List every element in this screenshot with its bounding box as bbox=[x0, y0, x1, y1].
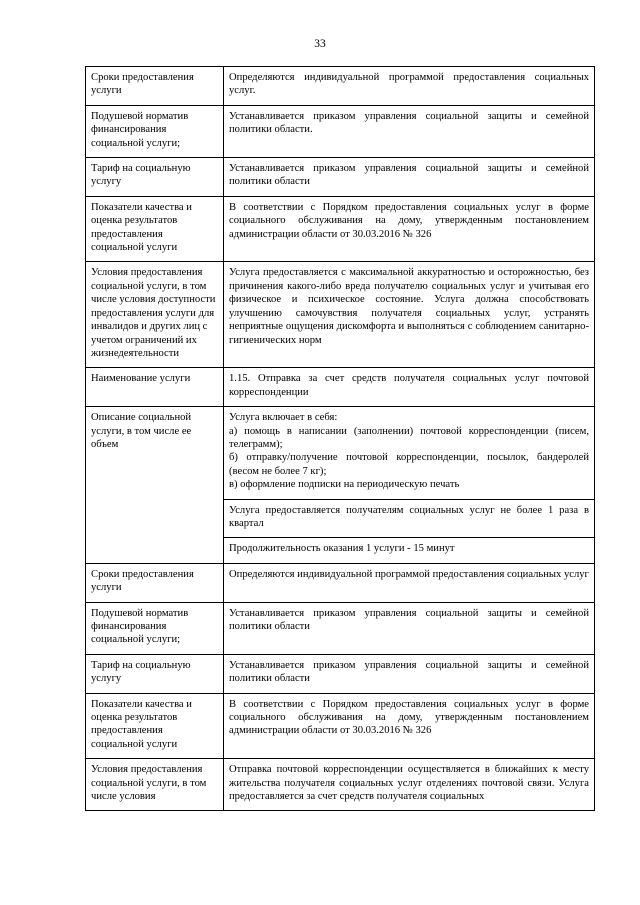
table-row bbox=[86, 196, 595, 262]
row-label: Наименование услуги bbox=[86, 368, 224, 407]
row-label: Тариф на социальную услугу bbox=[86, 654, 224, 693]
row-value: Определяются индивидуальной программой предоставления социальных услуг bbox=[224, 563, 595, 602]
description-label: Описание социальной услуги, в том числе ее объем bbox=[86, 407, 224, 564]
table-row bbox=[86, 105, 595, 157]
table-row bbox=[86, 693, 595, 759]
row-label: Показатели качества и оценка результатов предоставления социальной услуги bbox=[86, 693, 224, 759]
row-label: Показатели качества и оценка результатов предоставления социальной услуги bbox=[86, 196, 224, 262]
row-label: Условия предоставления социальной услуги, в том числе условия bbox=[86, 759, 224, 811]
table-row bbox=[86, 563, 595, 602]
row-value: Определяются индивидуальной программой предоставления социальных услуг. bbox=[224, 67, 595, 106]
table-row bbox=[86, 262, 595, 368]
row-label: Тариф на социальную услугу bbox=[86, 158, 224, 197]
table-row bbox=[86, 158, 595, 197]
description-contents bbox=[224, 407, 595, 499]
service-table bbox=[85, 66, 595, 811]
description-volume: Услуга предоставляется получателям социальных услуг не более 1 раза в квартал bbox=[224, 499, 595, 538]
row-label: Подушевой норматив финансирования социальной услуги; bbox=[86, 105, 224, 157]
row-label: Условия предоставления социальной услуги, в том числе условия доступности предоставления услуги для инвалидов и других лиц с учетом ограничений их жизнедеятельности bbox=[86, 262, 224, 368]
description-intro: Услуга включает в себя: bbox=[229, 412, 338, 424]
table-row bbox=[86, 654, 595, 693]
description-item-c: в) оформление подписки на периодическую печать bbox=[229, 479, 460, 491]
description-duration: Продолжительность оказания 1 услуги - 15 минут bbox=[224, 538, 595, 563]
service-name: 1.15. Отправка за счет средств получателя социальных услуг почтовой корреспонденции bbox=[224, 368, 595, 407]
row-value: Устанавливается приказом управления социальной защиты и семейной политики области bbox=[224, 602, 595, 654]
table-row bbox=[86, 602, 595, 654]
row-value: Устанавливается приказом управления социальной защиты и семейной политики области. bbox=[224, 105, 595, 157]
row-value: В соответствии с Порядком предоставления социальных услуг в форме социального обслуживания на дому, утвержденным постановлением администрации области от 30.03.2016 № 326 bbox=[224, 693, 595, 759]
page-number: 33 bbox=[314, 38, 326, 50]
row-value: В соответствии с Порядком предоставления социальных услуг в форме социального обслуживания на дому, утвержденным постановлением администрации области от 30.03.2016 № 326 bbox=[224, 196, 595, 262]
table-row bbox=[86, 759, 595, 811]
row-label: Сроки предоставления услуги bbox=[86, 563, 224, 602]
row-value: Отправка почтовой корреспонденции осуществляется в ближайших к месту жительства получателя социальных услуг отделениях почтовой связи. Услуга предоставляется за счет средств получателя социальных bbox=[224, 759, 595, 811]
description-item-a: а) помощь в написании (заполнении) почтовой корреспонденции (писем, телеграмм); bbox=[229, 425, 589, 450]
row-label: Подушевой норматив финансирования социальной услуги; bbox=[86, 602, 224, 654]
table-row bbox=[86, 368, 595, 407]
table-row bbox=[86, 67, 595, 106]
row-value: Услуга предоставляется с максимальной аккуратностью и осторожностью, без причинения какого-либо вреда получателю социальных услуг и учитывая его физическое и психическое состояние. Услуга должна способствовать улучшению самочувствия получателя социальных услуг, устранять неприятные ощущения дискомфорта и выполняться с соблюдением санитарно-гигиенических норм bbox=[224, 262, 595, 368]
description-item-b: б) отправку/получение почтовой корреспонденции, посылок, бандеролей (весом не более 7 кг); bbox=[229, 452, 589, 477]
row-value: Устанавливается приказом управления социальной защиты и семейной политики области bbox=[224, 158, 595, 197]
row-label: Сроки предоставления услуги bbox=[86, 67, 224, 106]
row-value: Устанавливается приказом управления социальной защиты и семейной политики области bbox=[224, 654, 595, 693]
table-row bbox=[86, 407, 595, 499]
